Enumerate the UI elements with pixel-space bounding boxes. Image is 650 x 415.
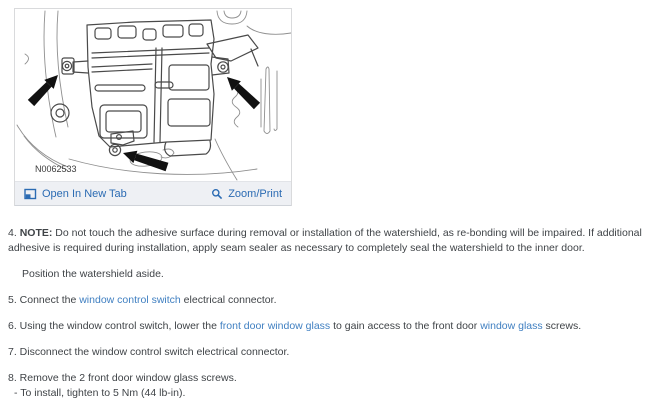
inline-link[interactable]: front door window glass: [219, 320, 331, 332]
steps-list: [0, 226, 650, 412]
step-text: 8. Remove the 2 front door window glass screws.: [8, 372, 237, 384]
step-text: Do not touch the adhesive surface during removal or installation of the watershield, as re-bonding will be impaired. If additional adhesive is required during installation, apply seam sealer as necessary to completely seal the watershield to the inner door.: [8, 227, 642, 254]
figure-panel: [14, 8, 292, 206]
step-text: 4.: [8, 227, 20, 239]
inline-link[interactable]: window control switch: [79, 294, 181, 306]
step-text: - To install, tighten to 5 Nm (44 lb-in).: [14, 387, 186, 399]
step: [8, 319, 642, 334]
step: [8, 371, 642, 386]
zoom-print-label: Zoom/Print: [228, 187, 282, 200]
step-text: 5. Connect the: [8, 294, 80, 306]
screw-callout-arrows: [28, 75, 260, 171]
step-text: 6. Using the window control switch, lower the: [8, 320, 220, 332]
step: [8, 293, 642, 308]
magnifier-icon: [211, 188, 223, 200]
step: [8, 345, 642, 360]
door-watershield-diagram: [15, 9, 291, 181]
step-text: to gain access to the front door: [330, 320, 481, 332]
step: [8, 267, 642, 282]
step: [8, 386, 642, 401]
open-in-new-tab-link[interactable]: [24, 188, 127, 200]
inline-link[interactable]: window glass: [480, 320, 543, 332]
diagram-image: [15, 9, 291, 181]
step-text: electrical connector.: [180, 294, 277, 306]
window-new-icon: [24, 188, 37, 200]
watershield-panel: [51, 20, 258, 156]
open-in-new-tab-label: Open In New Tab: [42, 187, 127, 200]
figure-label: N0062533: [35, 164, 77, 174]
step-text: 7. Disconnect the window control switch electrical connector.: [8, 346, 290, 358]
step: [8, 226, 642, 256]
step-text: screws.: [542, 320, 582, 332]
figure-toolbar: [15, 181, 291, 205]
step-text: Position the watershield aside.: [22, 268, 164, 280]
note-label: NOTE:: [19, 227, 53, 239]
zoom-print-link[interactable]: [211, 188, 282, 200]
